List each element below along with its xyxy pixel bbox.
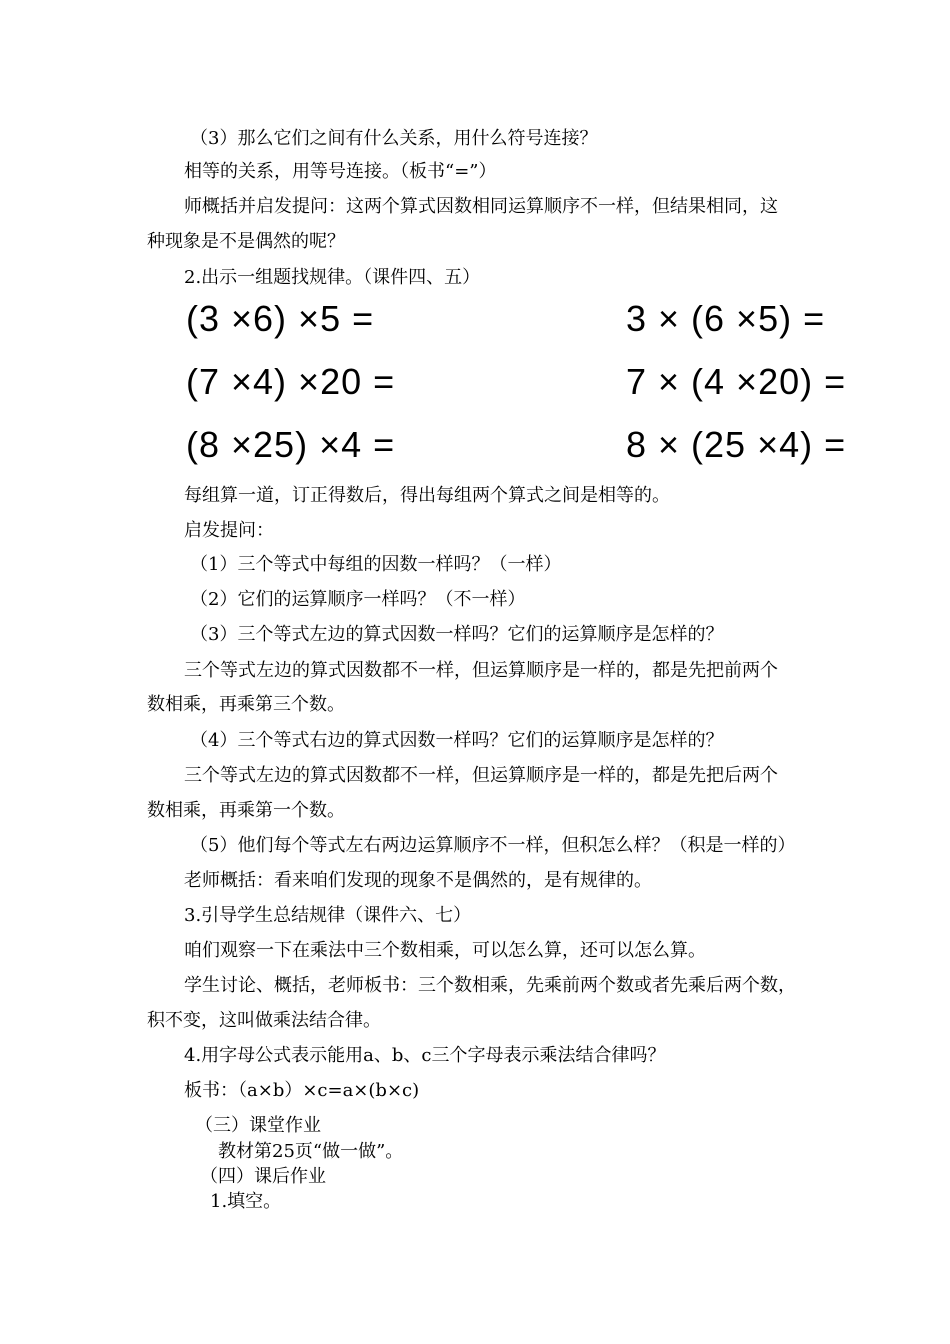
equation-right-2: 7 × (4 ×20) = (626, 361, 847, 402)
question-item: （5）他们每个等式左右两边运算顺序不一样，但积怎么样？（积是一样的） (190, 835, 796, 856)
paragraph: 数相乘，再乘第一个数。 (147, 800, 345, 821)
section-heading: 4.用字母公式表示能用a、b、c三个字母表示乘法结合律吗？ (184, 1045, 666, 1066)
equation-left-3: (8 ×25) ×4 = (186, 424, 396, 465)
equation-left-1: (3 ×6) ×5 = (186, 298, 375, 339)
equation-right-1: 3 × (6 ×5) = (626, 298, 826, 339)
paragraph: 启发提问： (184, 520, 274, 541)
paragraph: 种现象是不是偶然的呢？ (147, 231, 345, 252)
formula: 板书：（a×b）×c=a×(b×c) (184, 1080, 420, 1101)
question-item: （1）三个等式中每组的因数一样吗？（一样） (190, 554, 562, 575)
paragraph: 数相乘，再乘第三个数。 (147, 694, 345, 715)
section-heading: （三）课堂作业 (195, 1115, 321, 1136)
question-item: （3）三个等式左边的算式因数一样吗？它们的运算顺序是怎样的？ (190, 624, 724, 645)
paragraph: 相等的关系，用等号连接。（板书“=”） (184, 161, 497, 182)
section-heading: 2.出示一组题找规律。（课件四、五） (184, 267, 481, 288)
list-item: 1.填空。 (210, 1191, 282, 1212)
paragraph: 三个等式左边的算式因数都不一样，但运算顺序是一样的，都是先把前两个 (184, 660, 778, 681)
paragraph: 每组算一道，订正得数后，得出每组两个算式之间是相等的。 (184, 485, 670, 506)
paragraph: 积不变，这叫做乘法结合律。 (147, 1010, 381, 1031)
paragraph: 学生讨论、概括，老师板书：三个数相乘，先乘前两个数或者先乘后两个数， (184, 975, 796, 996)
section-heading: （四）课后作业 (200, 1166, 326, 1187)
paragraph: 老师概括：看来咱们发现的现象不是偶然的，是有规律的。 (184, 870, 652, 891)
equation-left-2: (7 ×4) ×20 = (186, 361, 396, 402)
equation-right-3: 8 × (25 ×4) = (626, 424, 847, 465)
section-heading: 3.引导学生总结规律（课件六、七） (184, 905, 472, 926)
paragraph: 师概括并启发提问：这两个算式因数相同运算顺序不一样，但结果相同，这 (184, 196, 778, 217)
paragraph: 咱们观察一下在乘法中三个数相乘，可以怎么算，还可以怎么算。 (184, 940, 706, 961)
question-item: （4）三个等式右边的算式因数一样吗？它们的运算顺序是怎样的？ (190, 730, 724, 751)
paragraph: （3）那么它们之间有什么关系，用什么符号连接？ (190, 128, 598, 149)
paragraph: 教材第25页“做一做”。 (218, 1141, 404, 1162)
question-item: （2）它们的运算顺序一样吗？（不一样） (190, 589, 526, 610)
paragraph: 三个等式左边的算式因数都不一样，但运算顺序是一样的，都是先把后两个 (184, 765, 778, 786)
